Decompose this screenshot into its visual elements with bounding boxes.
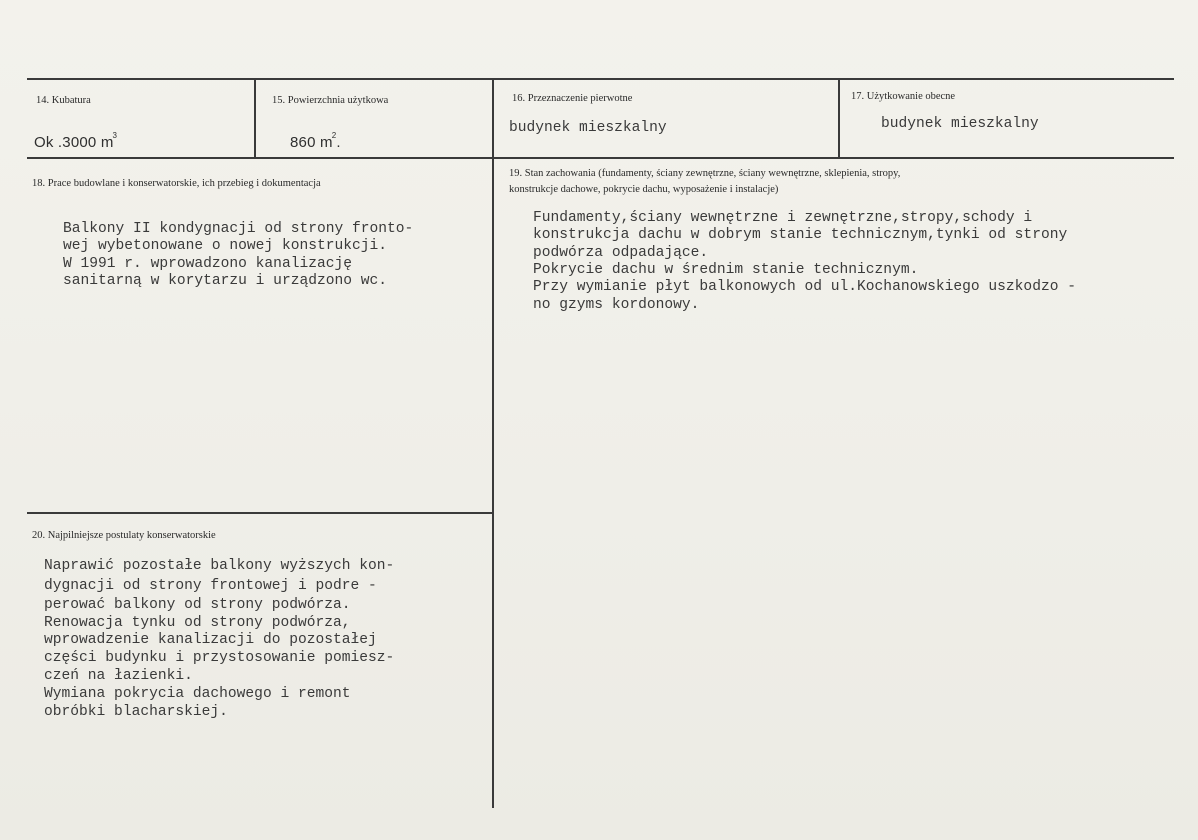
field-20-line: perować balkony od strony podwórza.: [44, 597, 351, 613]
field-19-line: Fundamenty,ściany wewnętrzne i zewnętrzne,stropy,schody i: [533, 210, 1033, 226]
divider-16-17: [838, 79, 840, 158]
field-18-line: W 1991 r. wprowadzono kanalizację: [63, 256, 353, 272]
field-20-line: czeń na łazienki.: [44, 668, 193, 684]
top-rule: [27, 78, 1174, 80]
field-14-unit-sup: 3: [112, 131, 118, 140]
field-18-label: 18. Prace budowlane i konserwatorskie, ich przebieg i dokumentacja: [32, 178, 321, 189]
field-14-value-text: Ok .3000 m: [34, 134, 114, 151]
field-18-line: sanitarną w korytarzu i urządzono wc.: [63, 273, 388, 289]
field-17-label: 17. Użytkowanie obecne: [851, 91, 956, 102]
field-19-line: Przy wymianie płyt balkonowych od ul.Kochanowskiego uszkodzo -: [533, 279, 1076, 295]
row1-bottom-rule: [27, 157, 1174, 159]
divider-14-15: [254, 79, 256, 158]
field-19-line: Pokrycie dachu w średnim stanie technicznym.: [533, 262, 919, 278]
field-14-value: [34, 131, 117, 151]
field-20-label: 20. Najpilniejsze postulaty konserwatorskie: [32, 530, 216, 541]
field-19-label-line: konstrukcje dachowe, pokrycie dachu, wyposażenie i instalacje): [509, 184, 779, 195]
field-15-value: [290, 131, 341, 151]
field-19-line: podwórza odpadające.: [533, 245, 709, 261]
field-20-line: dygnacji od strony frontowej i podre -: [44, 578, 377, 594]
field-18-line: Balkony II kondygnacji od strony fronto-: [63, 221, 414, 237]
field-16-value: budynek mieszkalny: [509, 120, 667, 136]
field-20-line: części budynku i przystosowanie pomiesz-: [44, 650, 395, 666]
field-20-line: Renowacja tynku od strony podwórza,: [44, 615, 351, 631]
field-15-unit-tail: .: [336, 134, 341, 151]
field-17-value: budynek mieszkalny: [881, 116, 1039, 132]
field-14-label: 14. Kubatura: [36, 95, 91, 106]
field-19-line: konstrukcja dachu w dobrym stanie technicznym,tynki od strony: [533, 227, 1068, 243]
divider-15-16: [492, 79, 494, 808]
field-20-line: Wymiana pokrycia dachowego i remont: [44, 686, 351, 702]
field-15-label: 15. Powierzchnia użytkowa: [272, 95, 389, 106]
field-20-line: Naprawić pozostałe balkony wyższych kon-: [44, 558, 395, 574]
field-20-line: wprowadzenie kanalizacji do pozostałej: [44, 632, 377, 648]
field-19-label-line: 19. Stan zachowania (fundamenty, ściany zewnętrzne, ściany wewnętrzne, sklepienia, stropy,: [509, 168, 901, 179]
field-19-line: no gzyms kordonowy.: [533, 297, 700, 313]
field-18-line: wej wybetonowane o nowej konstrukcji.: [63, 238, 388, 254]
field-15-value-text: 860 m: [290, 134, 333, 151]
field-16-label: 16. Przeznaczenie pierwotne: [512, 93, 633, 104]
field-15-unit-sup: 2: [331, 131, 337, 140]
section-18-20-rule: [27, 512, 493, 514]
field-20-line: obróbki blacharskiej.: [44, 704, 228, 720]
